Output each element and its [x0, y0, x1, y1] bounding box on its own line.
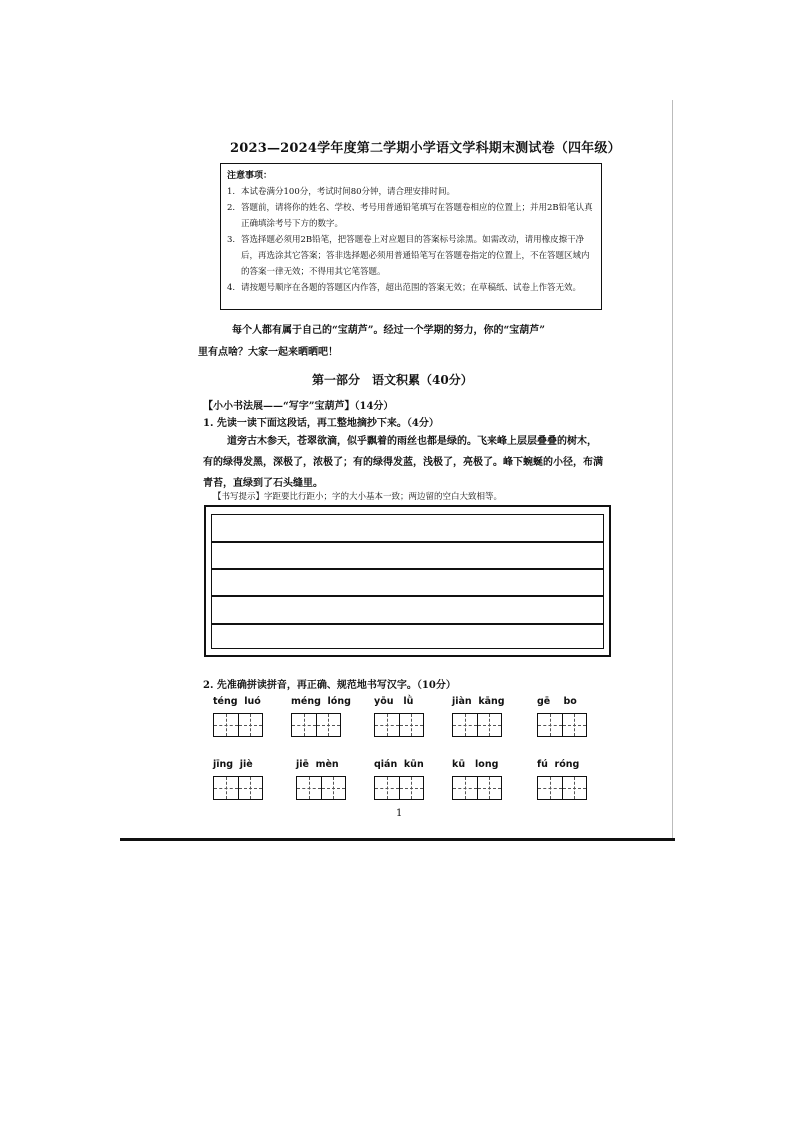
pinyin-label: jiē mèn: [296, 759, 339, 770]
pinyin-word: [296, 759, 346, 800]
pinyin-word: [374, 759, 424, 800]
tianzige-boxes[interactable]: [452, 776, 502, 800]
pinyin-word: [452, 759, 502, 800]
notice-item-text: 答题前，请将你的姓名、学校、考号用普通铅笔填写在答题卷相应的位置上；并用2B铅笔认真正确填涂考号下方的数字。: [241, 203, 593, 229]
intro-line-2: 里有点啥？大家一起来晒晒吧！: [198, 347, 338, 358]
tianzige-boxes[interactable]: [291, 713, 341, 737]
tianzige-boxes[interactable]: [537, 776, 587, 800]
tianzige-boxes[interactable]: [374, 713, 424, 737]
part-title: 第一部分 语文积累（40分）: [312, 373, 473, 387]
page-number: 1: [396, 808, 403, 819]
notice-item-number: 2.: [227, 203, 236, 213]
page-bottom-rule: [120, 838, 675, 841]
section-heading: 【小小书法展——“写字”宝葫芦】（14分）: [203, 401, 394, 412]
pinyin-label: jiàn kāng: [452, 696, 505, 707]
pinyin-word: [537, 696, 587, 737]
tianzige-boxes[interactable]: [537, 713, 587, 737]
writing-line: [212, 541, 603, 543]
question-1-prompt: 1. 先读一读下面这段话，再工整地摘抄下来。（4分）: [203, 418, 439, 429]
page-edge-rule: [672, 100, 673, 838]
pinyin-word: [213, 696, 263, 737]
tianzige-boxes[interactable]: [452, 713, 502, 737]
writing-line: [212, 623, 603, 625]
writing-line: [212, 568, 603, 570]
passage-text: 道旁古木参天，苍翠欲滴，似乎飘着的雨丝也都是绿的。飞来峰上层层叠叠的树木，有的绿得发黑，深极了，浓极了；有的绿得发蓝，浅极了，亮极了。峰下蜿蜒的小径，布满青苔，直绿到了石头缝里。: [203, 436, 603, 489]
notice-item-text: 本试卷满分100分，考试时间80分钟，请合理安排时间。: [241, 187, 456, 197]
pinyin-label: yōu lǜ: [374, 696, 414, 707]
question-2-prompt: 2. 先准确拼读拼音，再正确、规范地书写汉字。（10分）: [203, 680, 456, 691]
page-title: 2023—2024学年度第二学期小学语文学科期末测试卷（四年级）: [230, 141, 621, 156]
notice-box: [220, 163, 602, 310]
pinyin-label: jīng jiè: [213, 759, 253, 770]
pinyin-word: [452, 696, 505, 737]
notice-item-number: 1.: [227, 187, 236, 197]
pinyin-label: qián kūn: [374, 759, 424, 770]
notice-heading: 注意事项：: [227, 171, 273, 181]
pinyin-word: [213, 759, 263, 800]
writing-lines: [211, 514, 604, 649]
notice-item-text: 请按题号顺序在各题的答题区内作答，超出范围的答案无效；在草稿纸、试卷上作答无效。: [241, 283, 582, 293]
notice-item: [227, 184, 595, 200]
notice-item: [227, 200, 595, 232]
tianzige-boxes[interactable]: [296, 776, 346, 800]
notice-item-number: 3.: [227, 235, 236, 245]
writing-line: [212, 595, 603, 597]
notice-item: [227, 232, 595, 280]
notice-item-number: 4.: [227, 283, 236, 293]
copy-passage: [203, 431, 603, 494]
pinyin-label: kū long: [452, 759, 499, 770]
tianzige-boxes[interactable]: [374, 776, 424, 800]
intro-line-1: 每个人都有属于自己的“宝葫芦”。经过一个学期的努力，你的“宝葫芦”: [232, 325, 546, 336]
pinyin-word: [537, 759, 587, 800]
tianzige-boxes[interactable]: [213, 776, 263, 800]
writing-tip: 【书写提示】字距要比行距小；字的大小基本一致；两边留的空白大致相等。: [213, 492, 503, 502]
intro-paragraph: [198, 320, 618, 364]
notice-item: [227, 280, 595, 296]
pinyin-label: méng lóng: [291, 696, 351, 707]
notice-item-text: 答选择题必须用2B铅笔，把答题卷上对应题目的答案标号涂黑。如需改动，请用橡皮擦干净后，再选涂其它答案；答非选择题必须用普通铅笔写在答题卷指定的位置上，不在答题区域内的答案一律无效；不得用其它笔答题。: [241, 235, 590, 277]
tianzige-boxes[interactable]: [213, 713, 263, 737]
pinyin-label: fú róng: [537, 759, 580, 770]
pinyin-label: téng luó: [213, 696, 261, 707]
pinyin-label: gē bo: [537, 696, 577, 707]
writing-area[interactable]: [204, 505, 611, 657]
pinyin-word: [374, 696, 424, 737]
pinyin-word: [291, 696, 351, 737]
